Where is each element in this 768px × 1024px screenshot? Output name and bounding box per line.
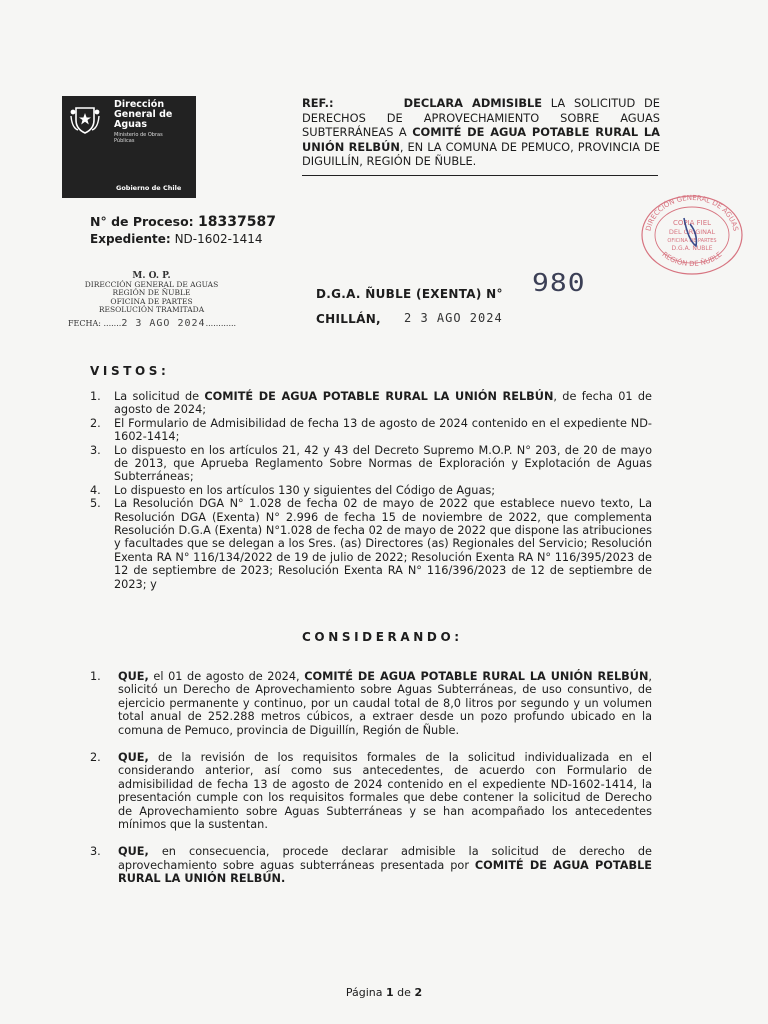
proceso-line (90, 214, 276, 230)
vistos-item: 2. El Formulario de Admisibilidad de fecha 13 de agosto de 2024 contenido en el expediente ND-1602-1414; (90, 416, 652, 444)
vistos-item: 4. Lo dispuesto en los artículos 130 y siguientes del Código de Aguas; (90, 483, 496, 497)
considerando-heading: CONSIDERANDO: (302, 630, 463, 644)
stamp-fecha-tail: ............ (205, 319, 237, 328)
considerando-item: 1. QUE, el 01 de agosto de 2024, COMITÉ DE AGUA POTABLE RURAL LA UNIÓN RELBÚN, solicitó un Derecho de Aprovechamiento sobre Aguas Subterráneas, de uso consuntivo, de ejercicio permanente y continuo, por un caudal total de 8,0 litros por segundo y un volumen total anual de 252.288 metros cúbicos, a extraer desde un pozo profundo ubicado en la comuna de Pemuco, provincia de Diguillín, Región de Ñuble. (90, 670, 652, 737)
svg-text:REGIÓN DE ÑUBLE (661, 250, 724, 268)
vistos-heading: VISTOS: (90, 364, 170, 378)
chillan-label: CHILLÁN, (316, 312, 381, 326)
vistos-item: 5. La Resolución DGA N° 1.028 de fecha 02 de mayo de 2022 que establece nuevo texto, La Resolución DGA (Exenta) N° 2.996 de fecha 15 de noviembre de 2022, que complementa Resolución D.G.A (Exenta) N°1.028 de fecha 02 de mayo de 2022 que dispone las atribuciones y facultades que se delegan a los Sres. (as) Directores (as) Regionales del Servicio; Resolución Exenta RA N° 116/134/2022 de 19 de julio de 2022; Resolución Exenta RA N° 116/395/2023 de 12 de septiembre de 2023; Resolución Exenta RA N° 116/396/2023 de 12 de septiembre de 2023; y (90, 497, 652, 591)
seal-center-1: COPIA FIEL (672, 219, 712, 227)
copia-fiel-seal (640, 194, 744, 276)
page-number: 1 (386, 986, 394, 999)
seal-ring-bottom: REGIÓN DE ÑUBLE (660, 250, 724, 269)
oficina-partes-stamp (64, 272, 239, 315)
ref-bold-1: DECLARA ADMISIBLE (403, 96, 543, 110)
dga-logo (62, 96, 196, 198)
vistos-item: 3. Lo dispuesto en los artículos 21, 42 y 43 del Decreto Supremo M.O.P. N° 203, de 20 de mayo de 2013, que Aprueba Reglamento Sobre Normas de Exploración y Explotación de Aguas Subterráneas; (90, 443, 652, 484)
seal-center-3: OFICINA DE PARTES (667, 238, 717, 244)
dga-exenta-label: D.G.A. ÑUBLE (EXENTA) N° (316, 287, 503, 301)
coat-of-arms-icon (68, 102, 102, 136)
stamp-fecha-value: 2 3 AGO 2024 (121, 318, 206, 329)
expediente-value: ND-1602-1414 (174, 232, 263, 246)
page-total: 2 (414, 986, 423, 999)
stamp-line-3: OFICINA DE PARTES (110, 296, 193, 306)
seal-center-4: D.G.A. ÑUBLE (671, 245, 713, 252)
vistos-item: 1. La solicitud de COMITÉ DE AGUA POTABLE RURAL LA UNIÓN RELBÚN, de fecha 01 de agosto de 2024; (90, 390, 653, 417)
resolution-number: 980 (532, 267, 586, 298)
logo-title: Dirección General de Aguas (114, 99, 173, 130)
ref-block (302, 96, 660, 169)
stamp-line-1: DIRECCIÓN GENERAL DE AGUAS (84, 279, 219, 289)
logo-gobierno: Gobierno de Chile (116, 184, 182, 192)
page-footer: Página 1 de 2 (345, 986, 423, 999)
seal-center-2: DEL ORIGINAL (668, 228, 716, 236)
considerando-list (90, 670, 652, 886)
proceso-number: 18337587 (198, 214, 276, 230)
ref-label: REF.: (302, 96, 334, 110)
stamp-line-2: REGIÓN DE ÑUBLE (112, 288, 191, 297)
ref-bold-2: COMITÉ DE AGUA POTABLE RURAL LA UNIÓN RELBÚN (302, 125, 660, 154)
expediente-label: Expediente: (90, 232, 171, 246)
considerando-item: 3. QUE, en consecuencia, procede declarar admisible la solicitud de derecho de aprovechamiento sobre aguas subterráneas presentada por COMITÉ DE AGUA POTABLE RURAL LA UNIÓN RELBÚN. (90, 845, 652, 886)
stamp-mop: M. O. P. (132, 271, 171, 281)
logo-ministry: Ministerio de Obras Públicas (114, 132, 163, 144)
vistos-list (90, 390, 652, 591)
expediente-line (90, 232, 263, 246)
ref-text-2: , EN LA COMUNA DE PEMUCO, PROVINCIA DE DIGUILLÍN, REGIÓN DE ÑUBLE. (302, 139, 660, 169)
considerando-item: 2. QUE, de la revisión de los requisitos formales de la solicitud individualizada en el considerando anterior, así como sus antecedentes, de acuerdo con Formulario de admisibilidad de fecha 13 de agosto de 2024 contenido en el expediente ND-1602-1414, la presentación cumple con los requisitos formales que debe contener la solicitud de Derecho de Aprovechamiento sobre Aguas Subterráneas y se han acompañado los antecedentes mínimos que la sustentan. (90, 751, 652, 832)
ref-divider (302, 175, 658, 176)
ref-text-1: LA SOLICITUD DE DERECHOS DE APROVECHAMIENTO SOBRE AGUAS SUBTERRÁNEAS A (302, 96, 660, 140)
stamp-line-4: RESOLUCIÓN TRAMITADA (98, 305, 205, 314)
seal-ring-top: DIRECCIÓN GENERAL DE AGUAS (644, 194, 740, 232)
chillan-date: 2 3 AGO 2024 (404, 311, 503, 325)
proceso-label: N° de Proceso: (90, 214, 194, 229)
stamp-fecha (68, 318, 236, 329)
stamp-fecha-label: FECHA: ....... (68, 319, 122, 328)
